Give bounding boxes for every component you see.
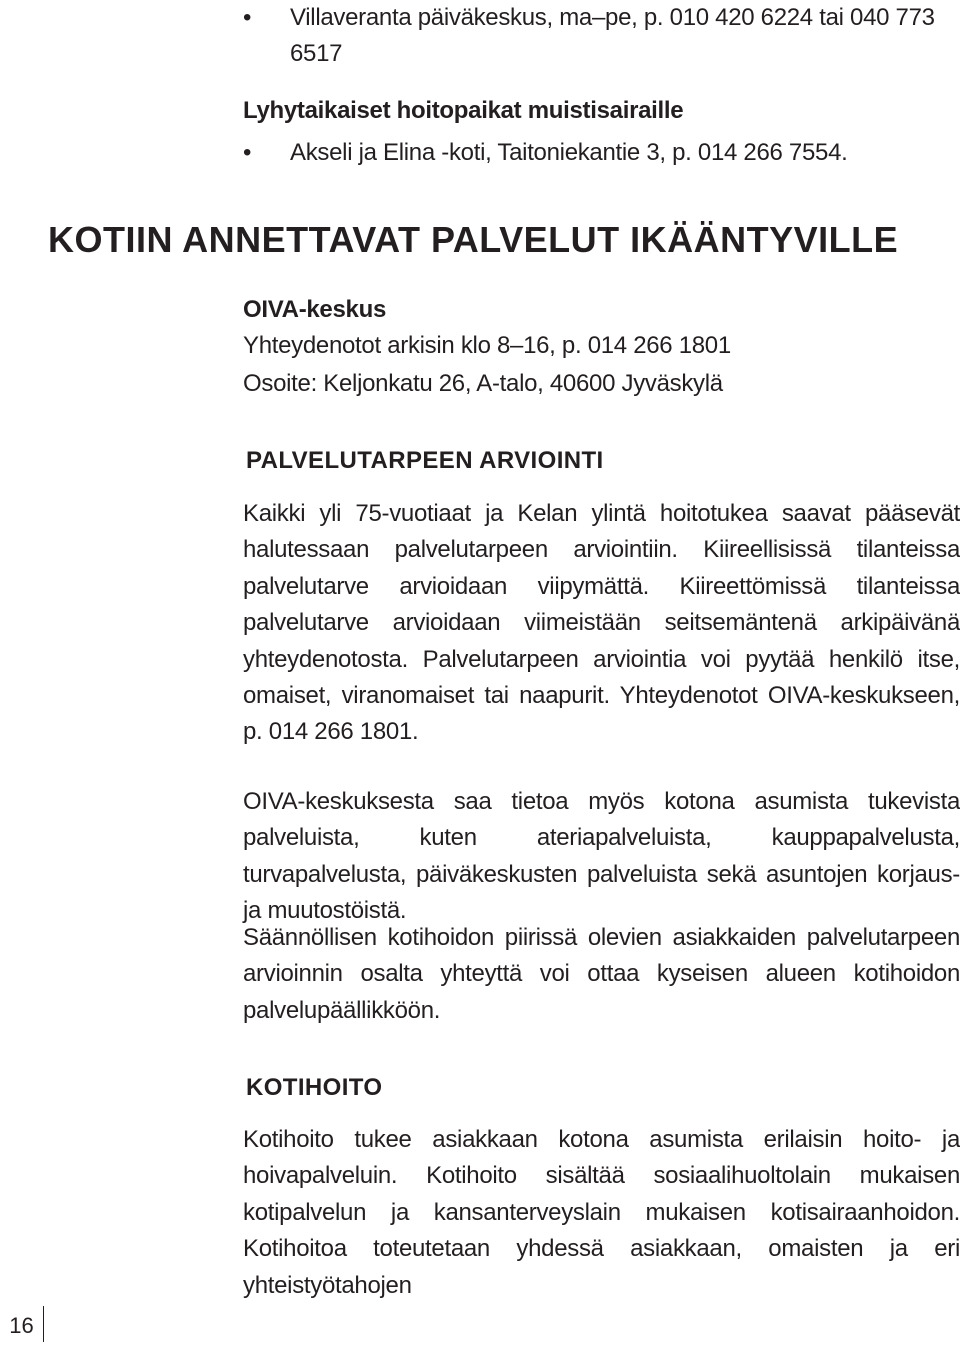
regular-care-paragraph: Säännöllisen kotihoidon piirissä olevien asiakkaiden palvelutarpeen arvioinnin osalta yhteyttä voi ottaa kyseisen alueen kotihoidon palvelupäällikköön.: [243, 924, 960, 1024]
oiva-info-block: [243, 784, 960, 930]
bullet-dot-icon: •: [243, 4, 252, 31]
oiva-info-paragraph: OIVA-keskuksesta saa tietoa myös kotona asumista tukevista palveluista, kuten ateriapalveluista, kauppapalvelusta, turvapalvelusta, päiväkeskusten palveluista sekä asuntojen korjaus- ja muutostöistä.: [243, 788, 960, 925]
assessment-text-block: [243, 496, 960, 751]
oiva-contact-block: [243, 296, 960, 398]
home-care-paragraph: Kotihoito tukee asiakkaan kotona asumista erilaisin hoito- ja hoivapalveluin. Kotihoito sisältää sosiaalihuoltolain mukaisen kotipalvelun ja kansanterveyslain mukaisen kotisairaanhoidon. Kotihoitoa toteutetaan yhdessä asiakkaan, omaisten ja eri yhteistyötahojen: [243, 1126, 960, 1299]
page-number: 16: [0, 1306, 44, 1342]
oiva-heading: OIVA-keskus: [243, 296, 386, 323]
day-center-text: Villaveranta päiväkeskus, ma–pe, p. 010 420 6224 tai 040 773 6517: [290, 4, 935, 67]
bullet-dot-icon: •: [243, 139, 252, 166]
short-term-care-item-text: Akseli ja Elina -koti, Taitoniekantie 3, p. 014 266 7554.: [290, 139, 848, 166]
section-title: KOTIIN ANNETTAVAT PALVELUT IKÄÄNTYVILLE: [48, 219, 899, 260]
home-care-text-block: [243, 1122, 960, 1304]
oiva-address: Osoite: Keljonkatu 26, A-talo, 40600 Jyväskylä: [243, 370, 723, 397]
oiva-contact-hours: Yhteydenotot arkisin klo 8–16, p. 014 266 1801: [243, 332, 731, 359]
home-care-heading: KOTIHOITO: [246, 1074, 383, 1101]
short-term-care-heading-wrap: [243, 97, 960, 125]
assessment-paragraph: Kaikki yli 75-vuotiaat ja Kelan ylintä hoitotukea saavat pääsevät halutessaan palvelutarpeen arviointiin. Kiireellisissä tilanteissa palvelutarve arvioidaan viipymättä. Kiireettömissä tilanteissa palvelutarve arvioidaan viimeistään seitsemäntenä arkipäivänä yhteydenotosta. Palvelutarpeen arviointia voi pyytää henkilö itse, omaiset, viranomaiset tai naapurit. Yhteydenotot OIVA-keskukseen, p. 014 266 1801.: [243, 500, 960, 746]
assessment-heading: PALVELUTARPEEN ARVIOINTI: [246, 447, 604, 474]
short-term-care-heading: Lyhytaikaiset hoitopaikat muistisairaille: [243, 97, 684, 124]
regular-care-block: [243, 920, 960, 1029]
